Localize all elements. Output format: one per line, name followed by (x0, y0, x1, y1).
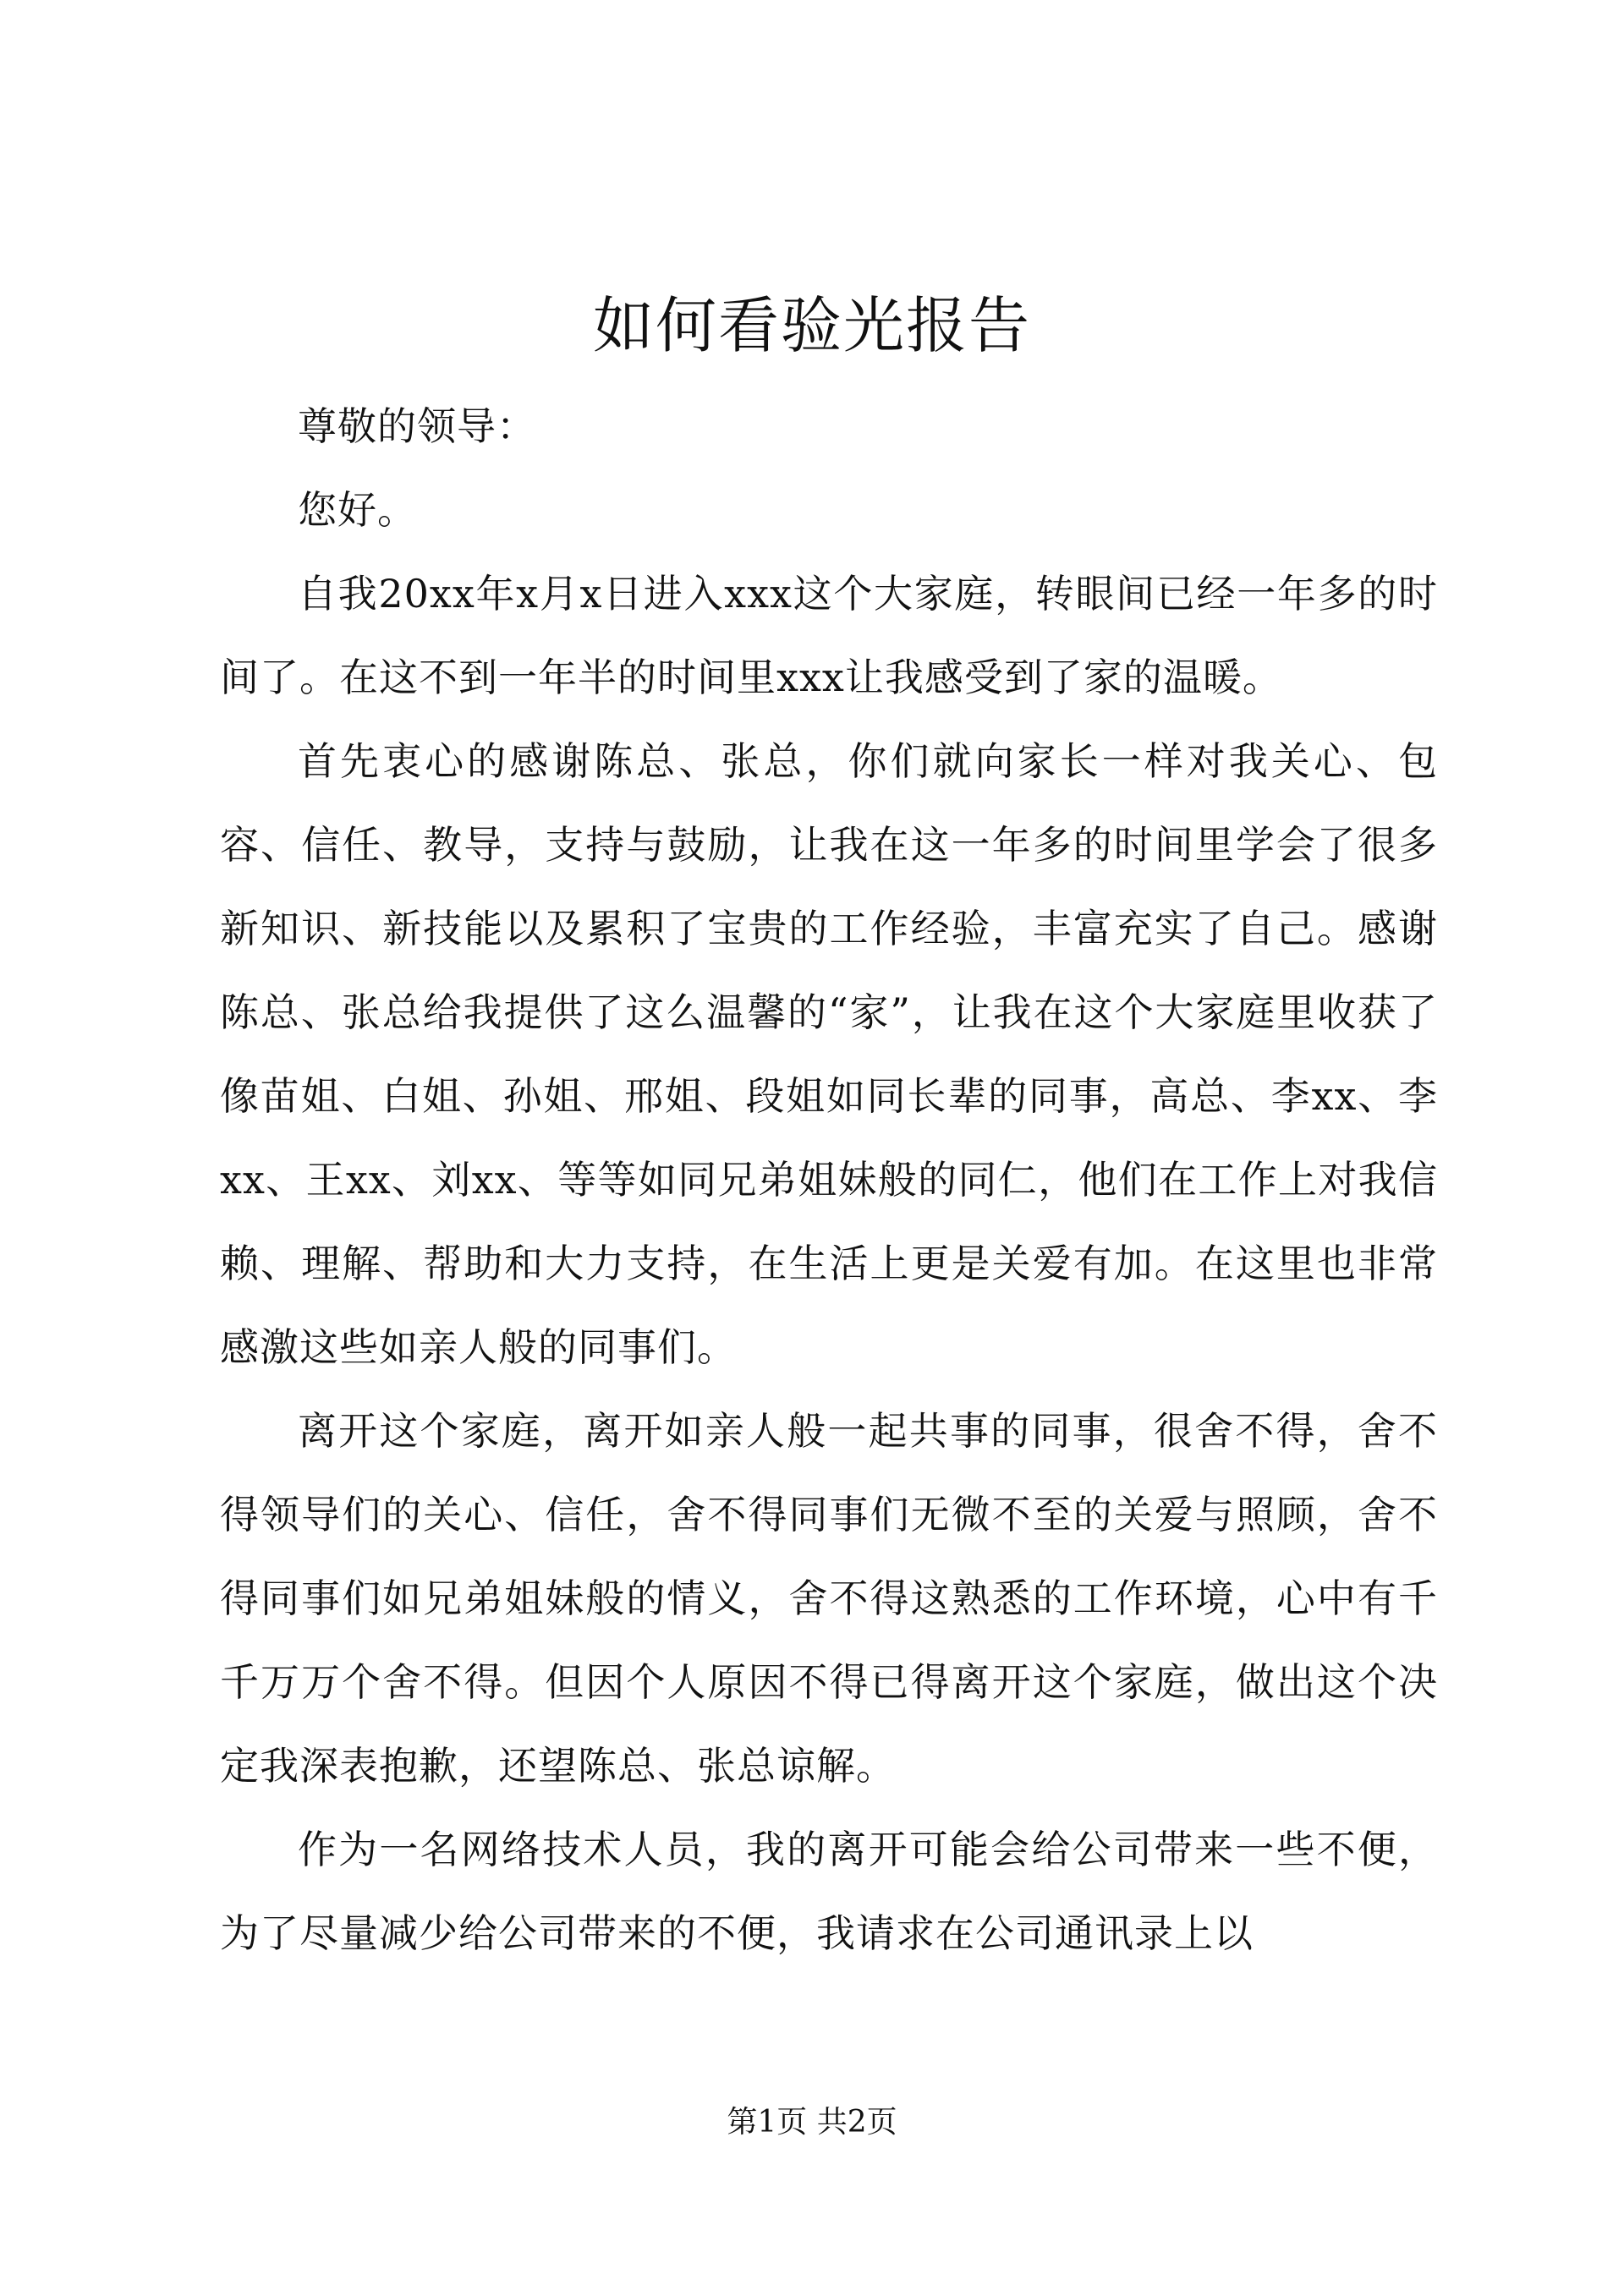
document-body (220, 385, 1438, 1975)
paragraph: 作为一名网络技术人员，我的离开可能会给公司带来一些不便，为了尽量减少给公司带来的不便，我请求在公司通讯录上以 (220, 1827, 1438, 1956)
salutation: 尊敬的领导： (298, 403, 536, 449)
paragraph: 自我20xx年x月x日进入xxx这个大家庭，转眼间已经一年多的时间了。在这不到一年半的时间里xxx让我感受到了家的温暖。 (220, 571, 1438, 700)
paragraph: 离开这个家庭，离开如亲人般一起共事的同事，很舍不得，舍不得领导们的关心、信任，舍不得同事们无微不至的关爱与照顾，舍不得同事们如兄弟姐妹般的情义，舍不得这熟悉的工作环境，心中有千千万万个舍不得。但因个人原因不得已得离开这个家庭，做出这个决定我深表抱歉，还望陈总、张总谅解。 (220, 1408, 1438, 1789)
page-footer: 第1页 共2页 (727, 2105, 897, 2140)
greeting: 您好。 (298, 487, 417, 533)
paragraph: 首先衷心的感谢陈总、张总，你们就向家长一样对我关心、包容、信任、教导，支持与鼓励，让我在这一年多的时间里学会了很多新知识、新技能以及累积了宝贵的工作经验，丰富充实了自己。感谢陈总、张总给我提供了这么温馨的“家”，让我在这个大家庭里收获了像苗姐、白姐、孙姐、邢姐、段姐如同长辈的同事，高总、李xx、李xx、王xx、刘xx、等等如同兄弟姐妹般的同仁，他们在工作上对我信赖、理解、帮助和大力支持，在生活上更是关爱有加。在这里也非常感激这些如亲人般的同事们。 (220, 738, 1438, 1370)
document-title: 如何看验光报告 (592, 290, 1031, 361)
